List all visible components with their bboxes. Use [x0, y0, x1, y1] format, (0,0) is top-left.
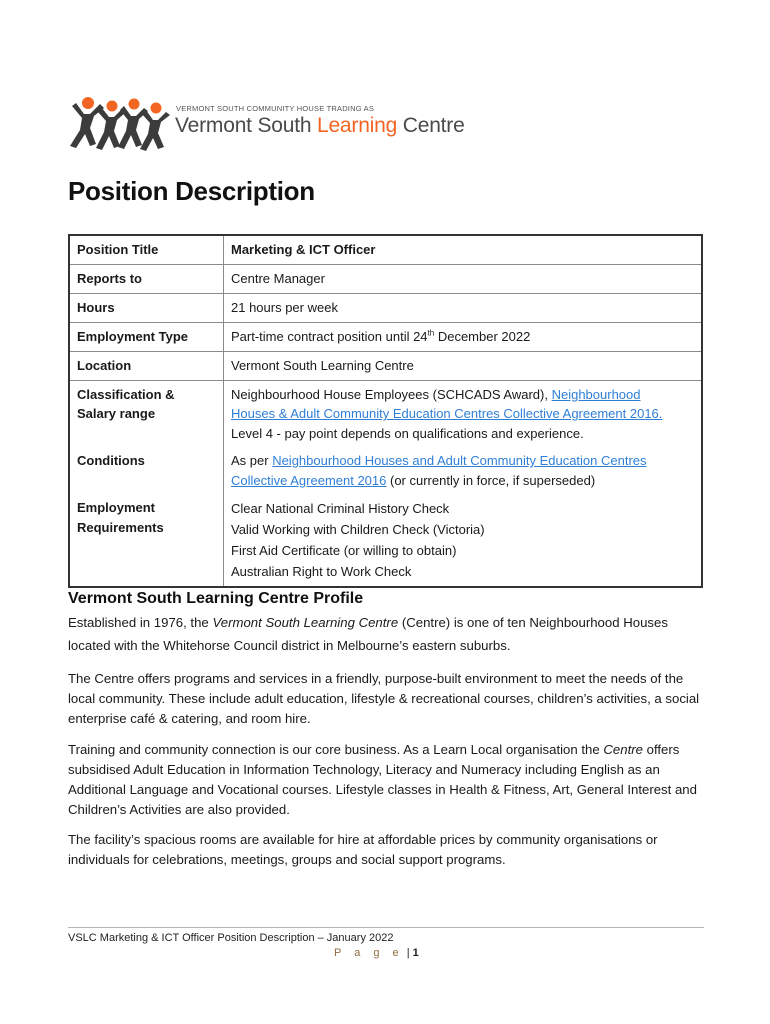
agreement-link[interactable]: Collective Agreement 2016 [231, 472, 387, 488]
profile-paragraph: The Centre offers programs and services in a friendly, purpose-built environment to meet the needs of the local community. These include adult education, lifestyle & recreational courses, children’s activities, a social enterprise café & catering, and room hire. [68, 671, 700, 726]
table-row [69, 322, 702, 351]
conditions-value [224, 447, 703, 494]
field-label-line: Classification & [77, 386, 175, 402]
conditions-text: (or currently in force, if superseded) [386, 472, 596, 488]
field-label [69, 380, 224, 447]
employment-type-value [224, 322, 703, 351]
table-row [69, 351, 702, 380]
conditions-text: As per [231, 453, 273, 468]
table-row [69, 293, 702, 322]
field-label [69, 494, 224, 587]
table-row [69, 447, 702, 494]
profile-paragraph: The facility’s spacious rooms are available for hire at affordable prices by community organisations or individuals for celebrations, meetings, groups and social support programs. [68, 832, 658, 867]
requirements-list [224, 494, 703, 587]
paragraph-text: Established in 1976, the [68, 615, 213, 630]
field-label-line: Employment [77, 500, 156, 515]
profile-paragraph [68, 740, 708, 820]
reports-to-value: Centre Manager [224, 264, 703, 293]
table-row [69, 264, 702, 293]
table-row [69, 235, 702, 264]
classification-value [224, 380, 703, 447]
classification-text: Level 4 - pay point depends on qualifications and experience. [231, 425, 584, 441]
field-label: Conditions [69, 447, 224, 494]
footer-page-number [334, 947, 419, 959]
page-title: Position Description [68, 176, 315, 206]
list-item: Clear National Criminal History Check [231, 501, 450, 516]
field-label-line: Salary range [77, 406, 156, 421]
field-label: Employment Type [69, 322, 224, 351]
field-label: Hours [69, 293, 224, 322]
people-figures-icon [68, 94, 172, 156]
section-heading: Vermont South Learning Centre Profile [68, 590, 364, 607]
logo-wordmark-part: Vermont South [175, 114, 317, 137]
paragraph-text: (Centre) is one of ten Neighbourhood Houses located with the Whitehorse Council district in Melbourne’s eastern suburbs. [68, 615, 668, 653]
field-label-line: Requirements [77, 519, 164, 535]
profile-paragraph [68, 611, 708, 657]
page-number: 1 [412, 947, 419, 959]
field-label: Location [69, 351, 224, 380]
agreement-link[interactable]: Neighbourhood Houses and Adult Community Education Centres [272, 453, 647, 468]
page-label: P a g e [334, 947, 404, 959]
paragraph-text: offers subsidised Adult Education in Information Technology, Literacy and Numeracy including English as an Additional Language and Vocational courses. Lifestyle classes in Health & Fitness, Art, General Interest and Children’s Activities are also provided. [68, 742, 697, 817]
list-item: First Aid Certificate (or willing to obtain) [231, 543, 457, 558]
field-label: Reports to [69, 264, 224, 293]
position-title-value: Marketing & ICT Officer [224, 235, 703, 264]
employment-type-text: December 2022 [434, 328, 531, 344]
logo-tagline: VERMONT SOUTH COMMUNITY HOUSE TRADING AS [176, 104, 375, 113]
ordinal-suffix: th [427, 328, 435, 338]
logo-wordmark-highlight: Learning [316, 114, 398, 137]
organisation-logo [68, 94, 465, 156]
logo-wordmark-part: Centre [397, 114, 465, 137]
table-row [69, 380, 702, 447]
field-label: Position Title [69, 235, 224, 264]
paragraph-emphasis: Vermont South Learning Centre [212, 615, 399, 630]
list-item: Valid Working with Children Check (Victoria) [231, 522, 485, 537]
employment-type-text: Part-time contract position until 24 [231, 328, 428, 344]
agreement-link[interactable]: Neighbourhood [551, 386, 641, 402]
page-separator: | [403, 947, 413, 959]
location-value: Vermont South Learning Centre [224, 351, 703, 380]
agreement-link[interactable]: Houses & Adult Community Education Centres Collective Agreement 2016. [231, 406, 663, 421]
table-row [69, 494, 702, 587]
list-item: Australian Right to Work Check [231, 564, 412, 579]
position-details-table [68, 234, 703, 588]
paragraph-emphasis: Centre [603, 742, 643, 757]
paragraph-text: Training and community connection is our core business. As a Learn Local organisation the [68, 742, 604, 757]
hours-value: 21 hours per week [224, 293, 703, 322]
classification-text: Neighbourhood House Employees (SCHCADS Award), [231, 386, 552, 402]
logo-wordmark [175, 114, 465, 138]
footer-document-title: VSLC Marketing & ICT Officer Position Description – January 2022 [68, 932, 394, 944]
footer-divider [68, 927, 704, 928]
